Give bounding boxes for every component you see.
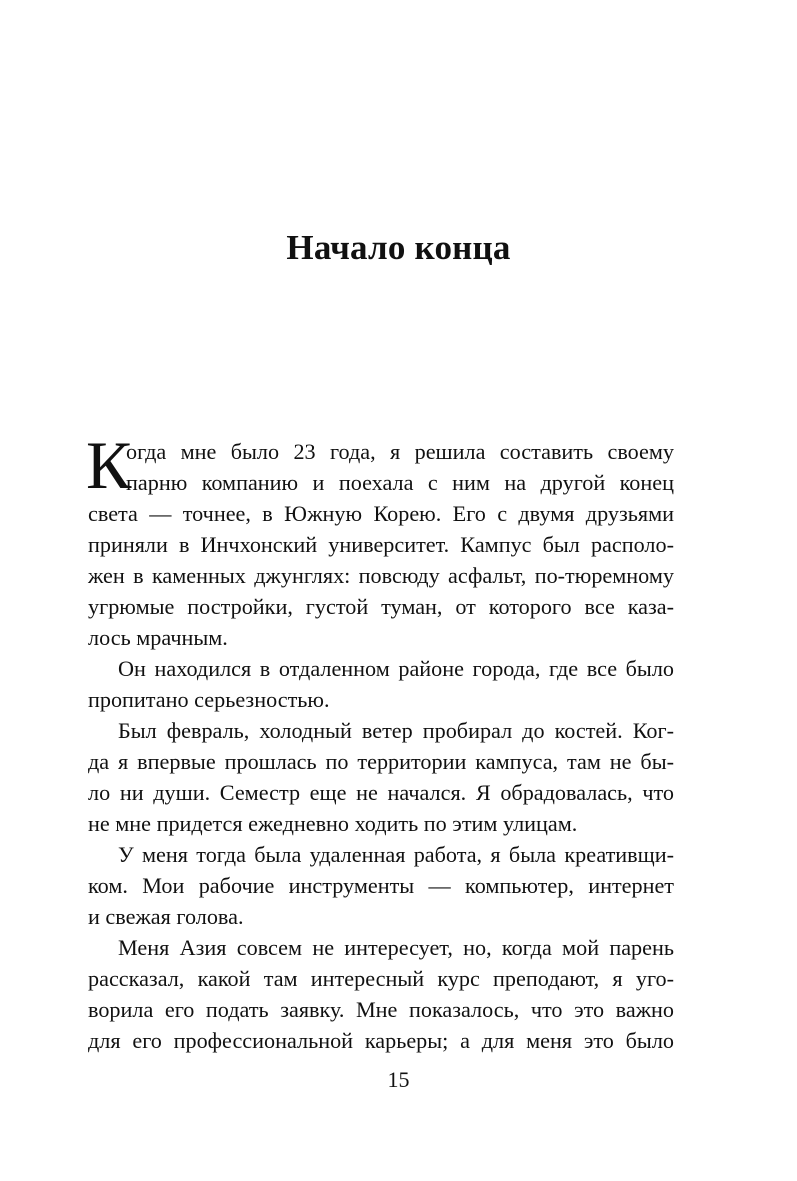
drop-cap: К (86, 427, 132, 503)
text-line: да я впервые прошлась по территории кампуса, там не бы- (88, 749, 674, 774)
paragraph-3 (88, 715, 674, 839)
text-line: рассказал, какой там интересный курс преподают, я уго- (88, 966, 674, 991)
text-line: жен в каменных джунглях: повсюду асфальт, по-тюремному (88, 563, 674, 588)
text-line: У меня тогда была удаленная работа, я была креативщи- (118, 842, 674, 867)
text-line: Был февраль, холодный ветер пробирал до костей. Ког- (118, 718, 674, 743)
paragraph-5 (88, 932, 674, 1056)
text-line: не мне придется ежедневно ходить по этим улицам. (88, 811, 578, 836)
text-line: угрюмые постройки, густой туман, от которого все каза- (88, 594, 674, 619)
chapter-title: Начало конца (286, 228, 511, 267)
page-number: 15 (387, 1067, 410, 1092)
text-line: ком. Мои рабочие инструменты — компьютер, интернет (88, 873, 674, 898)
text-line: для его профессиональной карьеры; а для меня это было (88, 1028, 674, 1053)
text-line: пропитано серьезностью. (88, 687, 330, 712)
text-line: света — точнее, в Южную Корею. Его с двумя друзьями (88, 501, 674, 526)
text-line: Меня Азия совсем не интересует, но, когда мой парень (118, 935, 674, 960)
text-line: ло ни души. Семестр еще не начался. Я обрадовалась, что (88, 780, 674, 805)
paragraph-1 (86, 427, 674, 653)
text-line: ворила его подать заявку. Мне показалось, что это важно (88, 997, 674, 1022)
text-line: огда мне было 23 года, я решила составить своему (126, 439, 674, 464)
text-line: Он находился в отдаленном районе города, где все было (118, 656, 674, 681)
text-line: парню компанию и поехала с ним на другой конец (126, 470, 674, 495)
text-line: лось мрачным. (88, 625, 228, 650)
text-line: и свежая голова. (88, 904, 244, 929)
body-text (86, 427, 674, 1056)
paragraph-4 (88, 839, 674, 932)
text-line: приняли в Инчхонский университет. Кампус был располо- (88, 532, 674, 557)
paragraph-2 (88, 653, 674, 715)
